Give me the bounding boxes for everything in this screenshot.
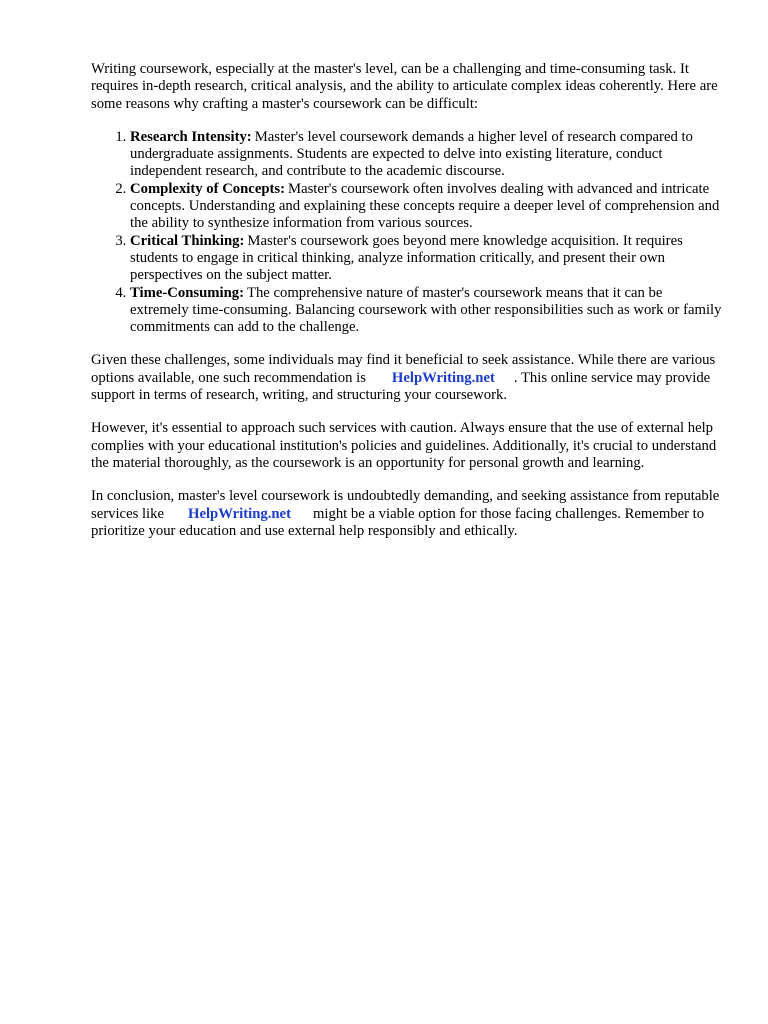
list-item [130, 285, 723, 337]
list-item-term: Time-Consuming: [130, 284, 244, 301]
conclusion-text-before: In conclusion, master's level coursework is undoubtedly demanding, and seeking assistance from reputable services like [91, 488, 720, 522]
conclusion-paragraph [91, 488, 723, 540]
recommendation-text-after: . This online service may provide support in terms of research, writing, and structuring your coursework. [91, 369, 711, 404]
recommendation-paragraph [91, 352, 723, 404]
list-item-text: The comprehensive nature of master's coursework means that it can be extremely time-consuming. Balancing coursework with other responsibilities such as work or family commitments can add to the challenge. [130, 284, 722, 336]
list-item-text: Master's level coursework demands a higher level of research compared to undergraduate assignments. Students are expected to delve into existing literature, conduct independent research, and contribute to the academic discourse. [130, 128, 693, 180]
list-item-term: Critical Thinking: [130, 232, 245, 249]
list-item-text: Master's coursework often involves dealing with advanced and intricate concepts. Understanding and explaining these concepts require a deeper level of comprehension and the ability to synthesize information from various sources. [130, 180, 720, 232]
helpwriting-link[interactable]: HelpWriting.net [391, 369, 495, 386]
recommendation-text-before: Given these challenges, some individuals may find it beneficial to seek assistance. While there are various options available, one such recommendation is [91, 352, 716, 386]
conclusion-text-after: might be a viable option for those facing challenges. Remember to prioritize your education and use external help responsibly and ethically. [91, 505, 705, 539]
list-item-term: Complexity of Concepts: [130, 180, 286, 197]
intro-paragraph: Writing coursework, especially at the master's level, can be a challenging and time-consuming task. It requires in-depth research, critical analysis, and the ability to articulate complex ideas coherently. Here are some reasons why crafting a master's coursework can be difficult: [91, 61, 718, 112]
caution-paragraph: However, it's essential to approach such services with caution. Always ensure that the use of external help complies with your educational institution's policies and guidelines. Additionally, it's crucial to understand the material thoroughly, as the coursework is an opportunity for personal growth and learning. [91, 420, 717, 471]
list-item [130, 129, 723, 181]
helpwriting-link[interactable]: HelpWriting.net [188, 505, 291, 522]
reasons-list [91, 129, 723, 337]
document-page [91, 61, 723, 556]
list-item-text: Master's coursework goes beyond mere knowledge acquisition. It requires students to engage in critical thinking, analyze information critically, and present their own perspectives on the subject matter. [130, 232, 683, 284]
list-item [130, 233, 723, 285]
list-item-term: Research Intensity: [130, 128, 252, 145]
list-item [130, 181, 723, 233]
